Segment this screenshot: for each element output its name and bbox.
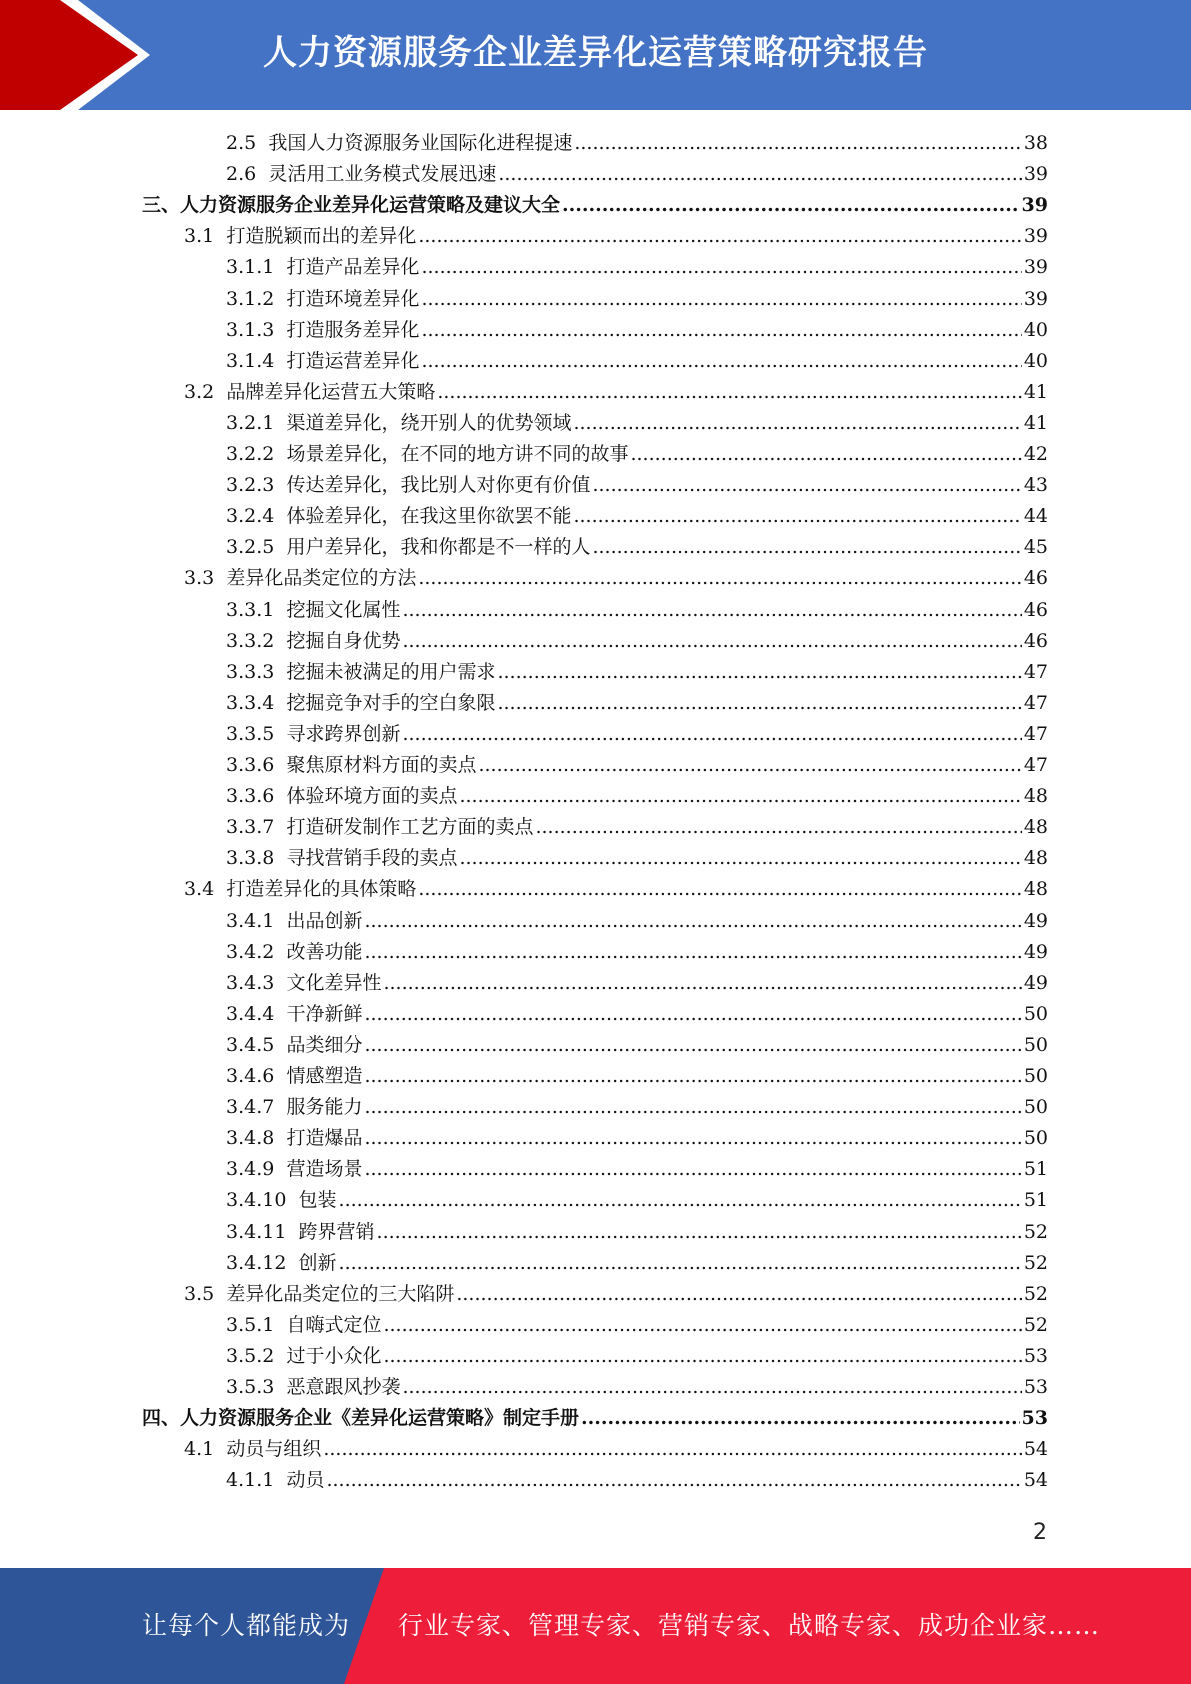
toc-dot-leader (364, 999, 1021, 1030)
toc-dot-leader (459, 781, 1021, 812)
toc-entry[interactable] (226, 626, 1048, 657)
toc-entry-page: 52 (1023, 1252, 1048, 1274)
toc-entry-title: 跨界营销 (298, 1221, 375, 1243)
toc-entry[interactable] (226, 719, 1048, 750)
toc-dot-leader (498, 159, 1021, 190)
toc-dot-leader (364, 906, 1021, 937)
toc-entry-spacer (274, 906, 286, 937)
toc-entry-page: 48 (1023, 816, 1048, 838)
toc-entry-title: 营造场景 (286, 1158, 363, 1180)
toc-entry-page: 49 (1023, 941, 1048, 963)
toc-entry-title: 聚焦原材料方面的卖点 (286, 754, 477, 776)
toc-entry-spacer (274, 439, 286, 470)
toc-entry[interactable] (226, 532, 1048, 563)
toc-entry-number: 3.4.12 (226, 1252, 287, 1274)
toc-entry-spacer (214, 377, 226, 408)
toc-entry-spacer (274, 315, 286, 346)
toc-entry-title: 三、人力资源服务企业差异化运营策略及建议大全 (142, 194, 561, 216)
toc-entry[interactable] (226, 315, 1048, 346)
toc-dot-leader (581, 1403, 1020, 1434)
toc-entry[interactable] (184, 221, 1048, 252)
toc-entry[interactable] (226, 501, 1048, 532)
toc-entry-title: 差异化品类定位的三大陷阱 (226, 1283, 455, 1305)
toc-entry-page: 47 (1023, 754, 1048, 776)
toc-entry[interactable] (226, 1341, 1048, 1372)
toc-entry[interactable] (226, 999, 1048, 1030)
toc-entry-number: 3.2.5 (226, 536, 275, 558)
toc-entry[interactable] (226, 1061, 1048, 1092)
toc-entry[interactable] (226, 781, 1048, 812)
toc-entry[interactable] (226, 1092, 1048, 1123)
toc-entry-page: 48 (1023, 785, 1048, 807)
toc-entry-title: 我国人力资源服务业国际化进程提速 (268, 132, 573, 154)
toc-entry-page: 40 (1023, 350, 1048, 372)
toc-entry-title: 渠道差异化，绕开别人的优势领域 (286, 412, 572, 434)
toc-dot-leader (364, 1092, 1021, 1123)
toc-entry[interactable] (226, 1310, 1048, 1341)
toc-entry[interactable] (226, 1123, 1048, 1154)
toc-entry-page: 39 (1023, 288, 1048, 310)
toc-entry-title: 干净新鲜 (286, 1003, 363, 1025)
toc-entry-page: 44 (1023, 505, 1048, 527)
toc-dot-leader (383, 1341, 1021, 1372)
toc-entry-spacer (274, 1154, 286, 1185)
toc-entry-number: 3.3.6 (226, 754, 275, 776)
toc-entry-spacer (274, 252, 286, 283)
toc-entry-title: 动员与组织 (226, 1438, 322, 1460)
toc-dot-leader (402, 626, 1021, 657)
toc-entry-spacer (214, 563, 226, 594)
toc-entry-title: 差异化品类定位的方法 (226, 567, 417, 589)
toc-entry-title: 改善功能 (286, 941, 363, 963)
toc-dot-leader (497, 657, 1021, 688)
toc-entry-page: 38 (1023, 132, 1048, 154)
toc-entry-number: 3.2.3 (226, 474, 275, 496)
toc-entry-spacer (274, 937, 286, 968)
page-number: 2 (1033, 1520, 1047, 1545)
toc-entry[interactable] (226, 1217, 1048, 1248)
toc-entry-title: 挖掘自身优势 (286, 630, 401, 652)
toc-entry[interactable] (226, 1372, 1048, 1403)
toc-entry-number: 2.6 (226, 163, 257, 185)
toc-entry-page: 46 (1023, 599, 1048, 621)
toc-entry-spacer (274, 968, 286, 999)
toc-dot-leader (364, 1154, 1021, 1185)
toc-dot-leader (418, 563, 1021, 594)
toc-entry-page: 54 (1023, 1469, 1048, 1491)
toc-entry[interactable] (226, 252, 1048, 283)
toc-entry-title: 打造运营差异化 (286, 350, 420, 372)
toc-entry-title: 打造脱颖而出的差异化 (226, 225, 417, 247)
toc-entry-page: 53 (1021, 1407, 1048, 1429)
toc-entry-title: 打造研发制作工艺方面的卖点 (286, 816, 534, 838)
toc-entry-number: 3.4.8 (226, 1127, 275, 1149)
report-title: 人力资源服务企业差异化运营策略研究报告 (263, 33, 928, 73)
toc-entry-spacer (274, 626, 286, 657)
toc-dot-leader (421, 252, 1021, 283)
toc-entry-number: 3.4.9 (226, 1158, 275, 1180)
toc-dot-leader (323, 1434, 1021, 1465)
toc-entry-page: 52 (1023, 1283, 1048, 1305)
footer-slogan-right: 行业专家、管理专家、营销专家、战略专家、成功企业家…… (398, 1611, 1101, 1640)
toc-entry-spacer (274, 408, 286, 439)
toc-entry[interactable] (184, 377, 1048, 408)
toc-entry-page: 41 (1023, 381, 1048, 403)
toc-entry-spacer (274, 1341, 286, 1372)
toc-entry[interactable] (184, 1434, 1048, 1465)
toc-entry-number: 3.5 (184, 1283, 215, 1305)
toc-dot-leader (383, 1310, 1021, 1341)
toc-entry-number: 3.4.7 (226, 1096, 275, 1118)
toc-entry-title: 挖掘未被满足的用户需求 (286, 661, 496, 683)
toc-entry[interactable] (226, 812, 1048, 843)
header-chevron-decoration (0, 0, 160, 110)
toc-entry-page: 39 (1021, 194, 1048, 216)
toc-entry-title: 服务能力 (286, 1096, 363, 1118)
toc-entry[interactable] (184, 874, 1048, 905)
toc-dot-leader (339, 1248, 1022, 1279)
toc-entry-number: 2.5 (226, 132, 257, 154)
toc-entry-title: 打造环境差异化 (286, 288, 420, 310)
toc-entry-number: 4.1.1 (226, 1469, 275, 1491)
toc-dot-leader (592, 532, 1021, 563)
toc-entry-number: 3.3.8 (226, 847, 275, 869)
page-header (0, 0, 1191, 110)
toc-entry-spacer (274, 1310, 286, 1341)
toc-dot-leader (418, 221, 1021, 252)
toc-dot-leader (418, 874, 1021, 905)
toc-entry-title: 恶意跟风抄袭 (286, 1376, 401, 1398)
toc-entry-spacer (274, 1092, 286, 1123)
toc-entry-spacer (274, 1061, 286, 1092)
toc-entry-page: 40 (1023, 319, 1048, 341)
toc-entry-page: 54 (1023, 1438, 1048, 1460)
toc-entry-number: 3.3.2 (226, 630, 275, 652)
toc-entry-number: 3.4.2 (226, 941, 275, 963)
toc-entry-number: 3.5.3 (226, 1376, 275, 1398)
toc-dot-leader (326, 1465, 1021, 1496)
toc-dot-leader (402, 719, 1021, 750)
toc-dot-leader (535, 812, 1021, 843)
toc-entry-title: 包装 (298, 1189, 337, 1211)
toc-entry-spacer (274, 719, 286, 750)
toc-entry-number: 3.3.4 (226, 692, 275, 714)
toc-dot-leader (402, 1372, 1021, 1403)
toc-dot-leader (573, 408, 1021, 439)
toc-entry-spacer (274, 812, 286, 843)
toc-dot-leader (364, 1030, 1021, 1061)
toc-dot-leader (339, 1185, 1022, 1216)
toc-entry-title: 创新 (298, 1252, 337, 1274)
toc-entry[interactable] (226, 128, 1048, 159)
toc-entry[interactable] (184, 1279, 1048, 1310)
toc-entry[interactable] (226, 595, 1048, 626)
toc-entry[interactable] (226, 284, 1048, 315)
toc-entry-title: 打造差异化的具体策略 (226, 878, 417, 900)
toc-entry-number: 3.4.3 (226, 972, 275, 994)
toc-dot-leader (630, 439, 1021, 470)
toc-entry-title: 寻求跨界创新 (286, 723, 401, 745)
toc-entry-title: 品类细分 (286, 1034, 363, 1056)
toc-entry-page: 50 (1023, 1096, 1048, 1118)
toc-entry-spacer (274, 1123, 286, 1154)
toc-entry-number: 3.1.2 (226, 288, 275, 310)
toc-entry-title: 体验环境方面的卖点 (286, 785, 458, 807)
toc-dot-leader (459, 843, 1021, 874)
toc-entry-title: 挖掘文化属性 (286, 599, 401, 621)
toc-entry-spacer (274, 1465, 286, 1496)
toc-entry-page: 53 (1023, 1345, 1048, 1367)
toc-entry-number: 3.2.2 (226, 443, 275, 465)
toc-entry-page: 52 (1023, 1221, 1048, 1243)
toc-entry[interactable] (226, 1154, 1048, 1185)
toc-entry-title: 挖掘竞争对手的空白象限 (286, 692, 496, 714)
toc-entry[interactable] (226, 750, 1048, 781)
toc-entry-number: 3.1.1 (226, 256, 275, 278)
toc-entry-page: 46 (1023, 630, 1048, 652)
toc-entry-number: 4.1 (184, 1438, 215, 1460)
toc-dot-leader (573, 501, 1021, 532)
toc-entry-page: 47 (1023, 723, 1048, 745)
toc-entry-spacer (274, 1030, 286, 1061)
toc-entry-page: 39 (1023, 163, 1048, 185)
toc-entry-spacer (274, 532, 286, 563)
toc-entry-page: 39 (1023, 256, 1048, 278)
toc-entry[interactable] (226, 906, 1048, 937)
toc-entry-spacer (214, 1279, 226, 1310)
toc-entry-number: 3.4.11 (226, 1221, 287, 1243)
toc-dot-leader (377, 1217, 1022, 1248)
toc-entry[interactable] (226, 346, 1048, 377)
toc-entry-title: 用户差异化，我和你都是不一样的人 (286, 536, 591, 558)
toc-entry[interactable] (226, 968, 1048, 999)
toc-entry-page: 48 (1023, 878, 1048, 900)
toc-entry[interactable] (226, 470, 1048, 501)
toc-entry[interactable] (226, 843, 1048, 874)
toc-dot-leader (364, 937, 1021, 968)
toc-entry[interactable] (142, 190, 1048, 221)
toc-entry-spacer (274, 1372, 286, 1403)
toc-entry-number: 3.3.5 (226, 723, 275, 745)
toc-dot-leader (497, 688, 1021, 719)
toc-entry-title: 打造爆品 (286, 1127, 363, 1149)
toc-entry-title: 品牌差异化运营五大策略 (226, 381, 436, 403)
toc-entry-spacer (274, 688, 286, 719)
toc-entry-title: 文化差异性 (286, 972, 382, 994)
toc-entry[interactable] (184, 563, 1048, 594)
toc-entry-spacer (256, 128, 268, 159)
toc-entry-spacer (274, 284, 286, 315)
toc-entry-spacer (274, 657, 286, 688)
toc-entry-page: 51 (1023, 1158, 1048, 1180)
toc-entry-page: 49 (1023, 910, 1048, 932)
toc-entry-spacer (274, 346, 286, 377)
toc-entry-number: 3.5.2 (226, 1345, 275, 1367)
toc-entry-number: 3.4.10 (226, 1189, 287, 1211)
toc-entry-title: 情感塑造 (286, 1065, 363, 1087)
toc-entry-title: 灵活用工业务模式发展迅速 (268, 163, 497, 185)
toc-entry-page: 41 (1023, 412, 1048, 434)
toc-entry-page: 39 (1023, 225, 1048, 247)
toc-dot-leader (437, 377, 1021, 408)
toc-entry-title: 打造服务差异化 (286, 319, 420, 341)
toc-entry-page: 52 (1023, 1314, 1048, 1336)
toc-dot-leader (402, 595, 1021, 626)
toc-dot-leader (383, 968, 1021, 999)
toc-entry[interactable] (226, 408, 1048, 439)
toc-entry-title: 打造产品差异化 (286, 256, 420, 278)
toc-entry-spacer (274, 595, 286, 626)
toc-entry-spacer (274, 470, 286, 501)
toc-entry-title: 体验差异化，在我这里你欲罢不能 (286, 505, 572, 527)
toc-entry-page: 47 (1023, 661, 1048, 683)
toc-entry-spacer (214, 874, 226, 905)
toc-dot-leader (364, 1061, 1021, 1092)
toc-dot-leader (421, 284, 1021, 315)
toc-entry[interactable] (226, 657, 1048, 688)
toc-entry[interactable] (226, 159, 1048, 190)
toc-entry-page: 50 (1023, 1065, 1048, 1087)
toc-entry-number: 3.1.4 (226, 350, 275, 372)
toc-entry[interactable] (226, 1248, 1048, 1279)
toc-entry-spacer (286, 1248, 298, 1279)
footer-slogan-left: 让每个人都能成为 (142, 1611, 351, 1640)
toc-dot-leader (478, 750, 1021, 781)
toc-entry-number: 3.4.6 (226, 1065, 275, 1087)
toc-entry[interactable] (226, 1185, 1048, 1216)
toc-entry-page: 47 (1023, 692, 1048, 714)
toc-entry-page: 43 (1023, 474, 1048, 496)
toc-dot-leader (592, 470, 1021, 501)
toc-entry-number: 3.3.6 (226, 785, 275, 807)
toc-entry-spacer (274, 750, 286, 781)
toc-entry-page: 50 (1023, 1034, 1048, 1056)
toc-entry-number: 3.1 (184, 225, 215, 247)
toc-entry-page: 50 (1023, 1127, 1048, 1149)
toc-entry[interactable] (226, 439, 1048, 470)
toc-entry-number: 3.4.5 (226, 1034, 275, 1056)
toc-entry-title: 过于小众化 (286, 1345, 382, 1367)
toc-entry-number: 3.3.1 (226, 599, 275, 621)
toc-entry-number: 3.3.3 (226, 661, 275, 683)
toc-entry-spacer (286, 1217, 298, 1248)
toc-entry-page: 51 (1023, 1189, 1048, 1211)
toc-entry-title: 寻找营销手段的卖点 (286, 847, 458, 869)
toc-entry-number: 3.4 (184, 878, 215, 900)
toc-entry-page: 49 (1023, 972, 1048, 994)
toc-entry-page: 50 (1023, 1003, 1048, 1025)
toc-entry-title: 自嗨式定位 (286, 1314, 382, 1336)
toc-entry-title: 场景差异化，在不同的地方讲不同的故事 (286, 443, 629, 465)
toc-entry-spacer (274, 843, 286, 874)
toc-entry[interactable] (226, 1030, 1048, 1061)
toc-entry-page: 45 (1023, 536, 1048, 558)
toc-entry-title: 动员 (286, 1469, 325, 1491)
toc-entry-page: 46 (1023, 567, 1048, 589)
toc-dot-leader (456, 1279, 1021, 1310)
toc-entry-page: 53 (1023, 1376, 1048, 1398)
toc-entry-spacer (274, 781, 286, 812)
toc-entry-page: 42 (1023, 443, 1048, 465)
toc-dot-leader (562, 190, 1020, 221)
toc-entry-number: 3.4.4 (226, 1003, 275, 1025)
toc-entry[interactable] (226, 688, 1048, 719)
toc-entry[interactable] (226, 1465, 1048, 1496)
toc-dot-leader (421, 315, 1021, 346)
toc-entry-spacer (256, 159, 268, 190)
toc-entry-spacer (214, 221, 226, 252)
toc-dot-leader (364, 1123, 1021, 1154)
toc-entry[interactable] (142, 1403, 1048, 1434)
toc-entry-number: 3.3 (184, 567, 215, 589)
page-footer (0, 1568, 1191, 1684)
toc-dot-leader (421, 346, 1021, 377)
toc-entry-title: 出品创新 (286, 910, 363, 932)
toc-dot-leader (574, 128, 1021, 159)
toc-entry-number: 3.2.1 (226, 412, 275, 434)
toc-entry-number: 3.5.1 (226, 1314, 275, 1336)
toc-entry-page: 48 (1023, 847, 1048, 869)
toc-entry-spacer (274, 501, 286, 532)
toc-entry-number: 3.1.3 (226, 319, 275, 341)
toc-entry-spacer (274, 999, 286, 1030)
toc-entry-spacer (286, 1185, 298, 1216)
toc-entry-number: 3.4.1 (226, 910, 275, 932)
toc-entry-number: 3.3.7 (226, 816, 275, 838)
toc-entry[interactable] (226, 937, 1048, 968)
toc-entry-number: 3.2 (184, 381, 215, 403)
toc-entry-spacer (214, 1434, 226, 1465)
toc-entry-title: 四、人力资源服务企业《差异化运营策略》制定手册 (142, 1407, 580, 1429)
toc-entry-title: 传达差异化，我比别人对你更有价值 (286, 474, 591, 496)
toc-entry-number: 3.2.4 (226, 505, 275, 527)
